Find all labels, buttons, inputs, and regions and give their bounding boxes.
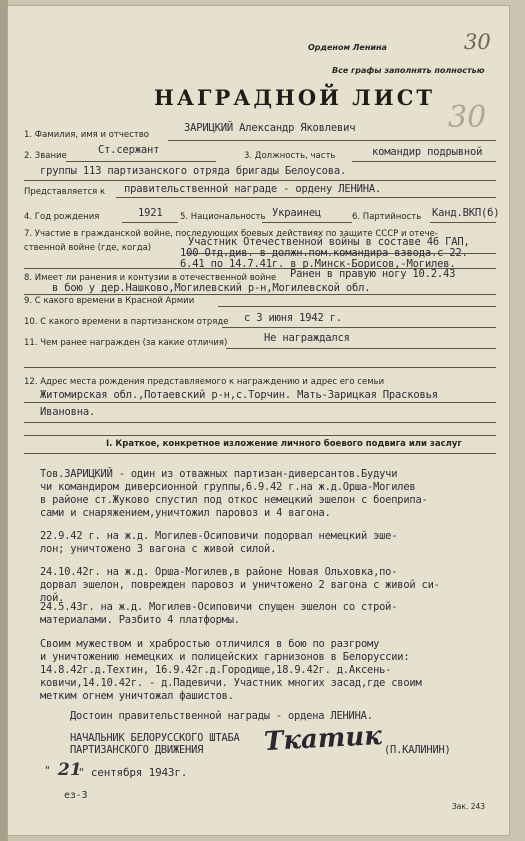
field-label-partisan: 10. С какого времени в партизанском отряде [24, 317, 229, 327]
narrative-p1-l1: Тов.ЗАРИЦКИЙ - один из отважных партизан-диверсантов.Будучи [40, 468, 398, 480]
field-label-red-army: 9. С какого времени в Красной Армии [24, 296, 195, 306]
signatory-title-1: НАЧАЛЬНИК БЕЛОРУССКОГО ШТАБА [70, 732, 240, 744]
narrative-p5-l5: метким огнем уничтожал фашистов. [40, 690, 234, 702]
signatory-title-2: ПАРТИЗАНСКОГО ДВИЖЕНИЯ [70, 744, 204, 756]
field-value-position: командир подрывной [372, 146, 483, 158]
header-fill-note: Все графы заполнять полностью [332, 66, 485, 75]
field-value-wounds-1: Ранен в правую ногу 10.2.43 [290, 268, 456, 280]
narrative-p2-l2: лон; уничтожено 3 вагона с живой силой. [40, 543, 277, 555]
field-value-position-cont: группы 113 партизанского отряда бригады Белоусова. [40, 165, 347, 177]
field-value-wounds-2: в бою у дер.Нашково,Могилевский р-н,Могилевской обл. [52, 282, 371, 294]
narrative-p5-l3: 14.8.42г.д.Техтин, 16.9.42г.д.Городище,18.9.42г. д.Аксень- [40, 664, 392, 676]
field-value-presented: правительственной награде - ордену ЛЕНИНА. [124, 183, 382, 195]
field-label-participation-2: ственной войне (где, когда) [24, 243, 152, 253]
narrative-conclusion: Достоин правительственной награды - ордена ЛЕНИНА. [70, 710, 373, 722]
field-value-rank: Ст.сержант [98, 144, 160, 156]
narrative-p1-l3: в районе ст.Жуково спустил под откос немецкий эшелон с боеприпа- [40, 494, 428, 506]
field-label-presented: Представляется к [24, 187, 106, 197]
field-label-wounds-1: 8. Имеет ли ранения и контузии в отечественной войне [24, 273, 277, 283]
date-day: 21 [58, 760, 82, 780]
archive-page-number: 30 [464, 30, 491, 54]
narrative-p5-l1: Своим мужеством и храбростью отличился в бою по разгрому [40, 638, 380, 650]
header-order-note: Орденом Ленина [308, 43, 387, 52]
field-label-birth-year: 4. Год рождения [24, 212, 100, 222]
field-value-participation-1: Участник Отечественной войны в составе 46 ГАП, [188, 236, 470, 248]
binding-edge [0, 0, 8, 841]
date-open-quote: " [44, 764, 51, 777]
narrative-p3-l3: лой. [40, 592, 65, 604]
section-heading: I. Краткое, конкретное изложение личного боевого подвига или заслуг [106, 439, 462, 449]
field-value-participation-2: 100 Отд.див. в должн.пом.командира взвода.с 22. [180, 247, 468, 259]
field-value-address-1: Житомирская обл.,Потаевский р-н,с.Торчин. Мать-Зарицкая Прасковья [40, 389, 438, 401]
archive-mark: 30 [448, 100, 487, 135]
field-value-nationality: Украинец [272, 207, 321, 219]
field-label-previous-awards: 11. Чем ранее награжден (за какие отличия) [24, 338, 228, 348]
narrative-p1-l4: сами и снаряжением,уничтожил паровоз и 4 вагона. [40, 507, 331, 519]
handwritten-signature: Ткатик [263, 720, 383, 758]
page-title: НАГРАДНОЙ ЛИСТ [154, 85, 436, 110]
narrative-p5-l4: ковичи,14.10.42г. - д.Падевичи. Участник многих засад,где своим [40, 677, 422, 689]
narrative-p4-l1: 24.5.43г. на ж.д. Могилев-Осиповичи спущен эшелон со строй- [40, 601, 398, 613]
field-value-name: ЗАРИЦКИЙ Александр Яковлевич [184, 122, 356, 134]
signatory-name: (П.КАЛИНИН) [384, 744, 451, 756]
field-value-address-2: Ивановна. [40, 406, 96, 418]
narrative-p4-l2: материалами. Разбито 4 платформы. [40, 614, 240, 626]
narrative-p3-l1: 24.10.42г. на ж.д. Орша-Могилев,в районе Новая Ольховка,по- [40, 566, 398, 578]
typist-mark: ез-3 [64, 790, 88, 801]
field-value-participation-3: 6.41 по 14.7.41г. в р.Минск-Борисов,-Могилев. [180, 258, 456, 270]
narrative-p1-l2: чи командиром диверсионной группы,6.9.42 г.на ж.д.Орша-Могилев [40, 481, 416, 493]
date-rest: " сентября 1943г. [78, 766, 188, 779]
field-label-position: 3. Должность, часть [244, 151, 336, 161]
field-label-nationality: 5. Национальность [180, 212, 266, 222]
narrative-p3-l2: дорвал эшелон, поврежден паровоз и уничтожено 2 вагона с живой си- [40, 579, 440, 591]
award-sheet [8, 6, 509, 835]
field-label-party: 6. Партийность [352, 212, 422, 222]
field-label-participation-1: 7. Участие в гражданской войне, последующих боевых действиях по защите СССР и отече- [24, 229, 438, 239]
field-value-birth-year: 1921 [138, 207, 163, 219]
print-order-mark: Зак. 243 [452, 802, 486, 811]
field-value-party: Канд.ВКП(б) [432, 207, 500, 219]
field-value-partisan: с 3 июня 1942 г. [244, 312, 342, 324]
field-label-rank: 2. Звание [24, 151, 67, 161]
field-label-address: 12. Адрес места рождения представляемого к награждению и адрес его семьи [24, 377, 385, 387]
field-value-previous-awards: Не награждался [264, 332, 350, 344]
field-label-name: 1. Фамилия, имя и отчество [24, 130, 149, 140]
narrative-p5-l2: и уничтожению немецких и полицейских гарнизонов в Белоруссии: [40, 651, 410, 663]
narrative-p2-l1: 22.9.42 г. на ж.д. Могилев-Осиповичи подорвал немецкий эше- [40, 530, 398, 542]
